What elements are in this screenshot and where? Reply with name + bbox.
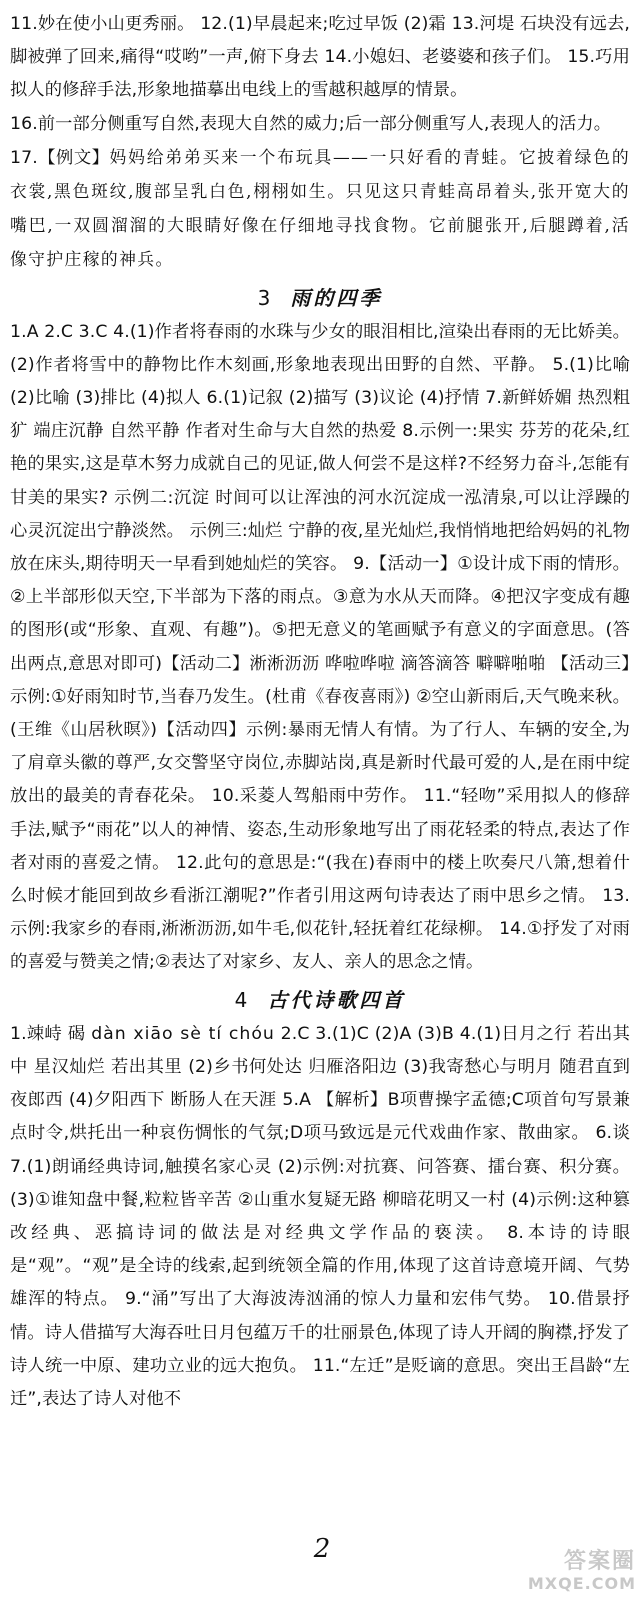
site-watermark <box>486 1550 636 1598</box>
watermark-url: MXQE.COM <box>527 1574 636 1593</box>
answer-paragraph-16: 16.前一部分侧重写自然,表现大自然的威力;后一部分侧重写人,表现人的活力。 <box>10 113 612 134</box>
example-label: 17.【例文】 <box>10 147 110 168</box>
section-title: 雨的四季 <box>290 285 383 310</box>
section-heading-4 <box>10 984 630 1016</box>
page-number: 2 <box>313 1534 331 1564</box>
section-3-answers: 1.A 2.C 3.C 4.(1)作者将春雨的水珠与少女的眼泪相比,渲染出春雨的无比娇美。(2)作者将雪中的静物比作木刻画,形象地表现出田野的自然、平静。 5.(1)比喻 (2)比喻 (3)排比 (4)拟人 6.(1)记叙 (2)描写 (3)议论 (4)抒情 7.新鲜娇媚 热烈粗犷 端庄沉静 自然平静 作者对生命与大自然的热爱 8.示例一:果实 芬芳的花朵,红艳的果实,这是草木努力成就自己的见证,做人何尝不是这样?不经努力奋斗,怎能有甘美的果实? 示例二:沉淀 时间可以让浑浊的河水沉淀成一泓清泉,可以让浮躁的心灵沉淀出宁静淡然。 示例三:灿烂 宁静的夜,星光灿烂,我悄悄地把给妈妈的礼物放在床头,期待明天一早看到她灿烂的笑容。 9.【活动一】①设计成下雨的情形。②上半部形似天空,下半部为下落的雨点。③意为水从天而降。④把汉字变成有趣的图形(或“形象、直观、有趣”)。⑤把无意义的笔画赋予有意义的字面意思。(答出两点,意思对即可)【活动二】淅淅沥沥 哗啦哗啦 滴答滴答 噼噼啪啪 【活动三】示例:①好雨知时节,当春乃发生。(杜甫《春夜喜雨》) ②空山新雨后,天气晚来秋。(王维《山居秋暝》)【活动四】示例:暴雨无情人有情。为了行人、车辆的安全,为了肩章头徽的尊严,女交警坚守岗位,赤脚站岗,真是新时代最可爱的人,是在雨中绽放出的最美的青春花朵。 10.采菱人驾船雨中劳作。 11.“轻吻”采用拟人的修辞手法,赋予“雨花”以人的神情、姿态,生动形象地写出了雨花轻柔的特点,表达了作者对雨的喜爱之情。 12.此句的意思是:“(我在)春雨中的楼上吹奏尺八箫,想着什么时候才能回到故乡看浙江潮呢?”作者引用这两句诗表达了雨中思乡之情。 13.示例:我家乡的春雨,淅淅沥沥,如牛毛,似花针,轻抚着红花绿柳。 14.①抒发了对雨的喜爱与赞美之情;②表达了对家乡、友人、亲人的思念之情。 <box>10 321 630 973</box>
section-title: 古代诗歌四首 <box>267 987 406 1012</box>
example-essay: 妈妈给弟弟买来一个布玩具——一只好看的青蛙。它披着绿色的衣裳,黑色斑纹,腹部呈乳白色,栩栩如生。只见这只青蛙高昂着头,张开宽大的嘴巴,一双圆溜溜的大眼睛好像在仔细地寻找食物。它前腿张开,后腿蹲着,活像守护庄稼的神兵。 <box>10 146 631 270</box>
section-4-answers <box>10 1018 630 1416</box>
answer-paragraph-17 <box>10 141 630 278</box>
question-1-words: 1.竦峙 碣 <box>10 1023 86 1044</box>
answer-paragraph-11-15: 11.妙在使小山更秀丽。 12.(1)早晨起来;吃过早饭 (2)霜 13.河堤 石块没有远去,脚被弹了回来,痛得“哎哟”一声,俯下身去 14.小媳妇、老婆婆和孩子们。 15.巧用拟人的修辞手法,形象地描摹出电线上的雪越积越厚的情景。 <box>10 14 630 101</box>
watermark-logo-text: 答案圈 <box>563 1549 636 1574</box>
section-heading-3 <box>10 282 630 314</box>
question-1-pinyin: dàn xiāo sè tí chóu <box>91 1023 275 1044</box>
section-number: 3 <box>257 285 271 310</box>
section-number: 4 <box>234 987 248 1012</box>
section-4-answer-text: 2.C 3.(1)C (2)A (3)B 4.(1)日月之行 若出其中 星汉灿烂 若出其里 (2)乡书何处达 归雁洛阳边 (3)我寄愁心与明月 随君直到夜郎西 (4)夕阳西下 断肠人在天涯 5.A 【解析】B项曹操字孟德;C项首句写景兼点时令,烘托出一种哀伤惆怅的气氛;D项马致远是元代戏曲作家、散曲家。 6.谈 7.(1)朗诵经典诗词,触摸名家心灵 (2)示例:对抗赛、问答赛、擂台赛、积分赛。 (3)①谁知盘中餐,粒粒皆辛苦 ②山重水复疑无路 柳暗花明又一村 (4)示例:这种篡改经典、恶搞诗词的做法是对经典文学作品的亵渎。 8.本诗的诗眼是“观”。“观”是全诗的线索,起到统领全篇的作用,体现了这首诗意境开阔、气势雄浑的特点。 9.“涌”写出了大海波涛汹涌的惊人力量和宏伟气势。 10.借景抒情。诗人借描写大海吞吐日月包蕴万千的壮丽景色,体现了诗人开阔的胸襟,抒发了诗人统一中原、建功立业的远大抱负。 11.“左迁”是贬谪的意思。突出王昌龄“左迁”,表达了诗人对他不 <box>10 1023 631 1409</box>
